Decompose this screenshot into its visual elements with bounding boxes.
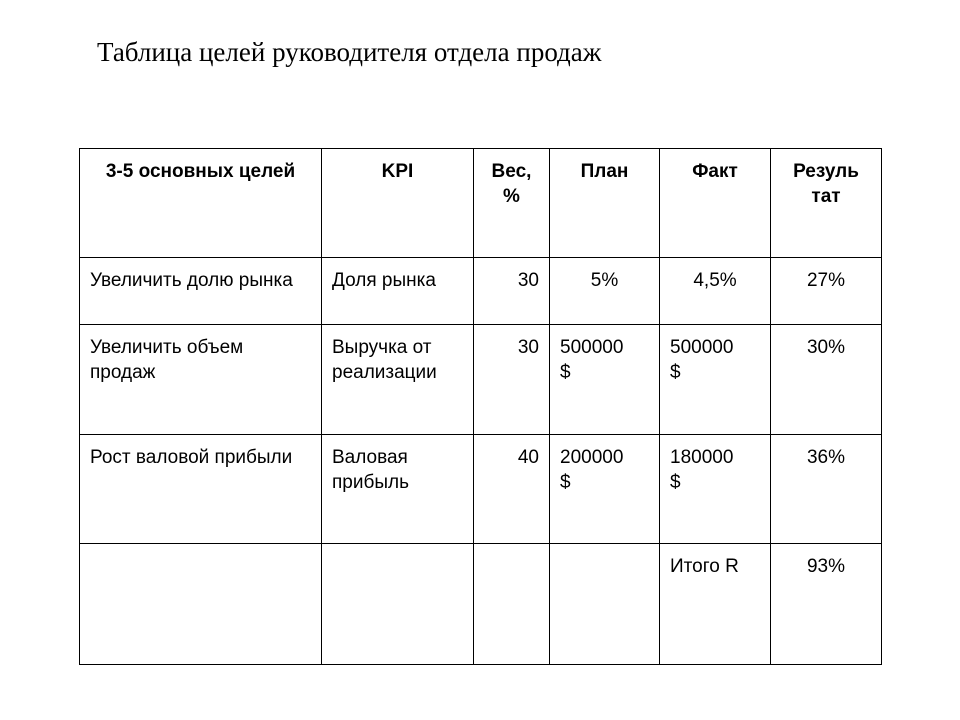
cell-empty: [322, 544, 474, 665]
header-result: Резуль тат: [771, 149, 882, 258]
cell-weight: 30: [474, 258, 550, 325]
cell-plan: 500000 $: [550, 325, 660, 435]
cell-goal: Увеличить долю рынка: [80, 258, 322, 325]
cell-plan: 200000 $: [550, 435, 660, 544]
cell-goal: Увеличить объем продаж: [80, 325, 322, 435]
page-title: Таблица целей руководителя отдела продаж: [97, 37, 602, 67]
cell-fact: 4,5%: [660, 258, 771, 325]
cell-empty: [474, 544, 550, 665]
table-row: [80, 258, 882, 325]
cell-result: 36%: [771, 435, 882, 544]
table-header-row: [80, 149, 882, 258]
cell-kpi: Доля рынка: [322, 258, 474, 325]
header-plan: План: [550, 149, 660, 258]
table-row: [80, 325, 882, 435]
cell-weight: 30: [474, 325, 550, 435]
cell-plan: 5%: [550, 258, 660, 325]
cell-result: 27%: [771, 258, 882, 325]
cell-fact: 500000 $: [660, 325, 771, 435]
goals-table: [79, 148, 882, 665]
cell-kpi: Валовая прибыль: [322, 435, 474, 544]
table-total-row: [80, 544, 882, 665]
table-row: [80, 435, 882, 544]
header-fact: Факт: [660, 149, 771, 258]
header-kpi: KPI: [322, 149, 474, 258]
header-goal: 3-5 основных целей: [80, 149, 322, 258]
cell-empty: [550, 544, 660, 665]
cell-empty: [80, 544, 322, 665]
header-weight: Вес, %: [474, 149, 550, 258]
cell-weight: 40: [474, 435, 550, 544]
cell-fact: 180000 $: [660, 435, 771, 544]
total-value: 93%: [771, 544, 882, 665]
total-label: Итого R: [660, 544, 771, 665]
cell-goal: Рост валовой прибыли: [80, 435, 322, 544]
cell-result: 30%: [771, 325, 882, 435]
cell-kpi: Выручка от реализации: [322, 325, 474, 435]
